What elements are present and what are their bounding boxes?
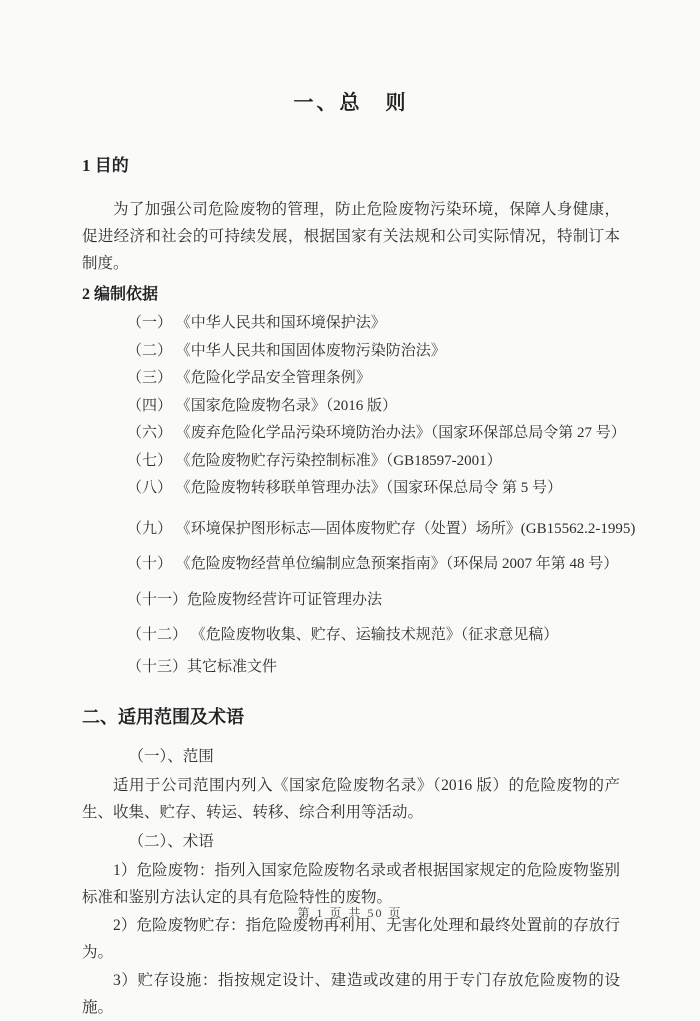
basis-item: （十三）其它标准文件 — [127, 658, 278, 675]
basis-item: （九） 《环境保护图形标志—固体废物贮存（处置）场所》(GB15562.2-1995) — [127, 520, 636, 537]
basis-list — [82, 310, 636, 681]
scope-paragraph: 适用于公司范围内列入《国家危险废物名录》（2016 版）的危险废物的产生、收集、贮存、转运、转移、综合利用等活动。 — [82, 777, 620, 821]
terms-label: （二）、术语 — [128, 833, 214, 850]
term-definition: 3）贮存设施：指按规定设计、建造或改建的用于专门存放危险废物的设施。 — [82, 972, 620, 1016]
basis-item: （四） 《国家危险废物名录》（2016 版） — [127, 397, 398, 414]
basis-item: （三） 《危险化学品安全管理条例》 — [127, 370, 371, 386]
purpose-paragraph: 为了加强公司危险废物的管理，防止危险废物污染环境，保障人身健康，促进经济和社会的可持续发展，根据国家有关法规和公司实际情况，特制订本制度。 — [82, 201, 620, 272]
basis-item: （七） 《危险废物贮存污染控制标准》（GB18597-2001） — [127, 452, 502, 469]
term-definition: 1）危险废物：指列入国家危险废物名录或者根据国家规定的危险废物鉴别标准和鉴别方法认定的具有危险特性的废物。 — [82, 862, 620, 906]
purpose-heading: 1 目的 — [82, 156, 129, 175]
basis-item: （十一）危险废物经营许可证管理办法 — [127, 591, 383, 608]
basis-item: （六） 《废弃危险化学品污染环境防治办法》（国家环保部总局令第 27 号） — [127, 425, 626, 441]
basis-item: （二） 《中华人民共和国固体废物污染防治法》 — [127, 342, 446, 359]
scope-label: （一）、范围 — [128, 748, 214, 765]
page-title: 一、总 则 — [293, 92, 409, 114]
basis-item: （十二） 《危险废物收集、贮存、运输技术规范》（征求意见稿） — [127, 627, 559, 643]
term-definition: 2）危险废物贮存：指危险废物再利用、无害化处理和最终处置前的存放行为。 — [82, 917, 620, 961]
basis-item: （一） 《中华人民共和国环境保护法》 — [127, 315, 386, 331]
page-footer: 第 1 页 共 50 页 — [297, 906, 403, 920]
scope-terms-heading: 二、适用范围及术语 — [82, 707, 244, 727]
basis-item: （八） 《危险废物转移联单管理办法》（国家环保总局令 第 5 号） — [127, 480, 563, 496]
basis-item: （十） 《危险废物经营单位编制应急预案指南》（环保局 2007 年第 48 号） — [127, 556, 619, 572]
basis-heading: 2 编制依据 — [82, 286, 159, 303]
